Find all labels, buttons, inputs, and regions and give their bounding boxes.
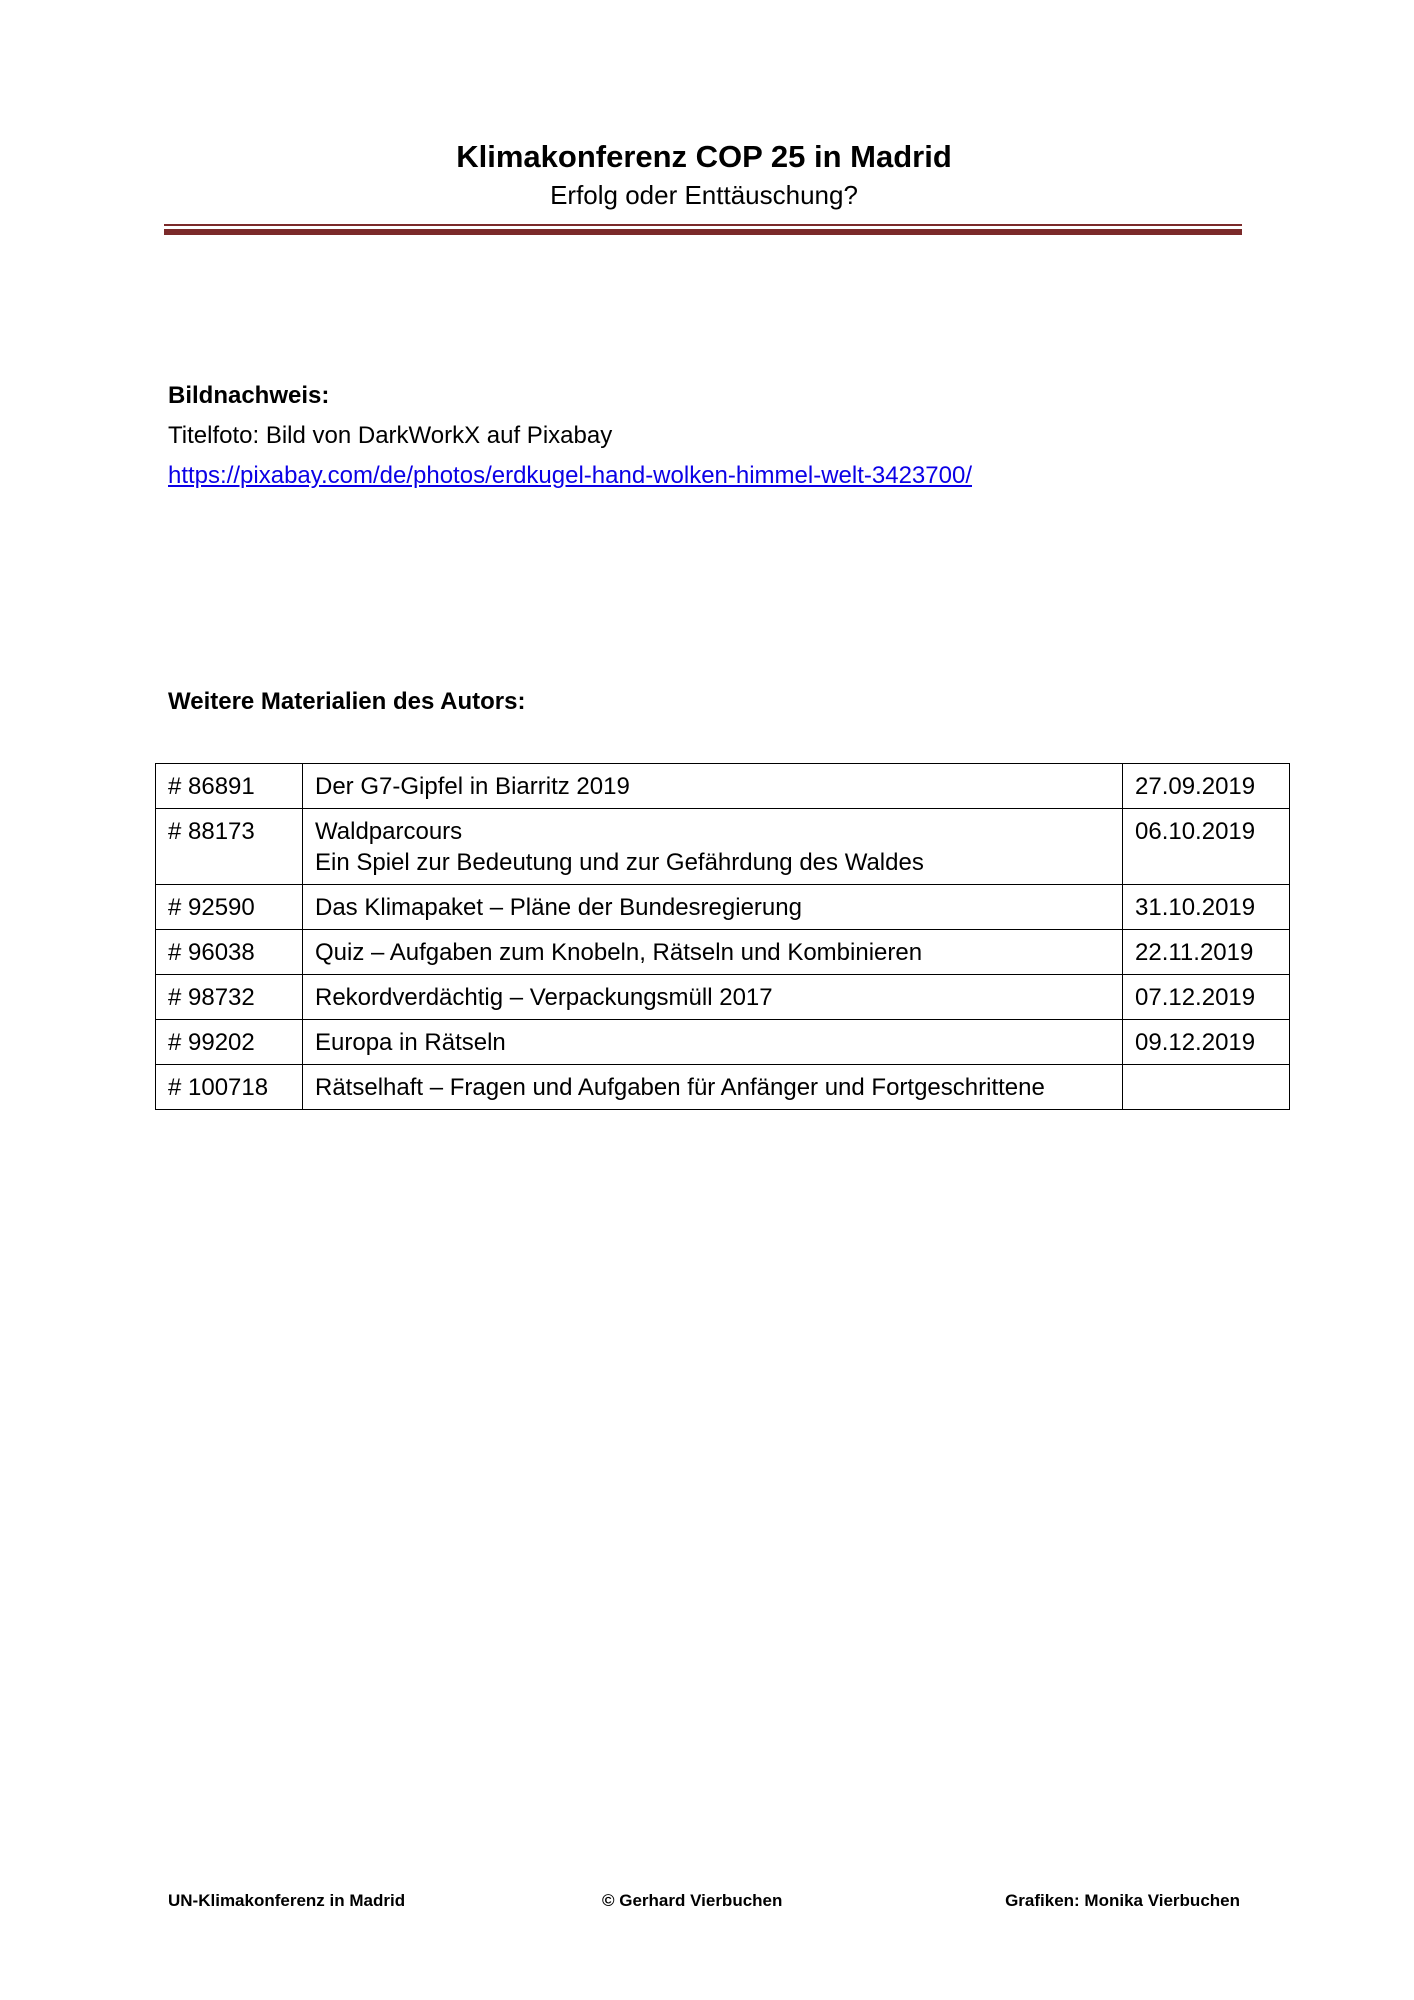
- table-row: [156, 809, 1290, 885]
- material-title: Quiz – Aufgaben zum Knobeln, Rätseln und Kombinieren: [303, 930, 1123, 975]
- material-date: 06.10.2019: [1123, 809, 1290, 885]
- material-title-cell: [303, 809, 1123, 885]
- material-title: Waldparcours: [315, 818, 463, 845]
- material-id: # 92590: [156, 885, 303, 930]
- footer-topic: UN-Klimakonferenz in Madrid: [168, 1891, 406, 1910]
- material-date: 31.10.2019: [1123, 885, 1290, 930]
- material-id: # 98732: [156, 975, 303, 1020]
- material-id: # 86891: [156, 764, 303, 809]
- material-id: # 88173: [156, 809, 303, 885]
- footer-graphics-credit: Grafiken: Monika Vierbuchen: [1005, 1891, 1240, 1910]
- materials-heading: Weitere Materialien des Autors:: [168, 688, 526, 715]
- table-row: [156, 1065, 1290, 1110]
- material-title: Europa in Rätseln: [303, 1020, 1123, 1065]
- material-date: 09.12.2019: [1123, 1020, 1290, 1065]
- material-date: 27.09.2019: [1123, 764, 1290, 809]
- material-id: # 99202: [156, 1020, 303, 1065]
- footer-copyright: © Gerhard Vierbuchen: [602, 1891, 783, 1910]
- table-row: [156, 885, 1290, 930]
- materials-table: [155, 763, 1290, 1110]
- material-title: Das Klimapaket – Pläne der Bundesregierung: [303, 885, 1123, 930]
- table-row: [156, 1020, 1290, 1065]
- material-title: Rätselhaft – Fragen und Aufgaben für Anfänger und Fortgeschrittene: [303, 1065, 1123, 1110]
- page-title: Klimakonferenz COP 25 in Madrid: [456, 139, 952, 174]
- table-row: [156, 764, 1290, 809]
- page-header: [164, 138, 1244, 212]
- page-subtitle: Erfolg oder Enttäuschung?: [550, 180, 858, 210]
- pixabay-link[interactable]: https://pixabay.com/de/photos/erdkugel-hand-wolken-himmel-welt-3423700/: [168, 462, 972, 489]
- table-row: [156, 930, 1290, 975]
- material-title: Rekordverdächtig – Verpackungsmüll 2017: [303, 975, 1123, 1020]
- material-title: Der G7-Gipfel in Biarritz 2019: [303, 764, 1123, 809]
- material-date: [1123, 1065, 1290, 1110]
- material-date: 22.11.2019: [1123, 930, 1290, 975]
- material-subtitle: Ein Spiel zur Bedeutung und zur Gefährdung des Waldes: [315, 849, 924, 876]
- photo-credit: Titelfoto: Bild von DarkWorkX auf Pixabay: [168, 422, 613, 449]
- table-row: [156, 975, 1290, 1020]
- material-date: 07.12.2019: [1123, 975, 1290, 1020]
- material-id: # 100718: [156, 1065, 303, 1110]
- material-id: # 96038: [156, 930, 303, 975]
- header-divider-thick: [164, 229, 1242, 235]
- header-divider-thin: [164, 224, 1242, 226]
- credits-heading: Bildnachweis:: [168, 382, 330, 409]
- image-credits: [168, 376, 972, 496]
